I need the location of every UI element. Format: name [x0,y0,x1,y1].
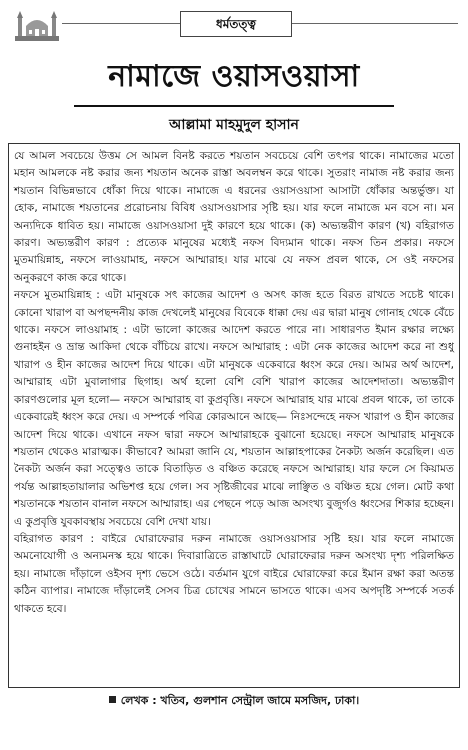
paragraph-intro: যে আমল সবচেয়ে উত্তম সে আমল বিনষ্ট করতে শয়তান সবচেয়ে বেশি তৎপর থাকে। নামাজের মতো মহান আমলকে নষ্ট করার জন্য শয়তান অনেক রাস্তা অবলম্বন করে থাকে। সুতরাং নামাজ নষ্ট করার জন্য শয়তান বিভিন্নভাবে ধোঁকা দিয়ে থাকে। নামাজে এ ধরনের ওয়াসওয়াসা আসাটা ধোঁকার অন্তর্ভুক্ত। যা হোক, নামাজে শয়তানের প্ররোচনায় বিবিধ ওয়াসওয়াসার সৃষ্টি হয়। যার ফলে নামাজে মন বসে না। মন অন্যদিকে ধাবিত হয়। নামাজে ওয়াসওয়াসা দুই কারণে হয়ে থাকে। (ক) অভ্যন্তরীণ কারণ (খ) বহিরাগত কারণ। অভ্যন্তরীণ কারণ : প্রত্যেক মানুষের মধ্যেই নফস বিদ্যমান থাকে। নফস তিন প্রকার। নফসে মুতমায়িন্নাহ, নফসে লাওয়ামাহ, নফসে আম্মারাহ। যার মাঝে যে নফস প্রবল থাকে, সে ওই নফসের অনুকরণে কাজ করে থাকে। [14,150,455,284]
byline-text: লেখক : খতিব, গুলশান সেন্ট্রাল জামে মসজিদ, ঢাকা। [120,694,360,707]
title-block [8,52,460,107]
paragraph-internal-causes: নফসে মুতমায়িন্নাহ : এটা মানুষকে সৎ কাজের আদেশ ও অসৎ কাজ হতে বিরত রাখতে সচেষ্ট থাকে। কোনো খারাপ বা অপছন্দনীয় কাজ দেখলেই মানুষের বিবেকে ধাক্কা দেয় এর দ্বারা মানুষ গোনাহ থেকে বেঁচে থাকে। নফসে লাওয়ামাহ : এটা ভালো কাজের আদেশ করতে পারে না। সাধারণত ইমান রক্ষার লক্ষ্যে গুনাহইন ও ভ্রান্ত আকিদা থেকে বাঁচিয়ে রাখে। নফসে আম্মারাহ : এটা নেক কাজের আদেশ করে না শুধু খারাপ ও হীন কাজের আদেশ দিয়ে থাকে। এটা মানুষকে একেবারে ধ্বংস করে দেয়। আমর অর্থ আদেশ, আম্মারাহ এটা মুবালাগার ছিগাহ। অর্থ হলো বেশি বেশি খারাপ কাজের আদেশদাতা। অভ্যন্তরীণ কারণগুলোর মূল হলো— নফসে আম্মারাহ বা কুপ্রবৃত্তি। নফসে আম্মারাহ যার মাঝে প্রবল থাকে, তা তাকে একেবারেই ধ্বংস করে দেয়। এ সম্পর্কে পবিত্র কোরআনে আছে— নিঃসন্দেহে নফস খারাপ ও হীন কাজের আদেশ দিয়ে থাকে। এখানে নফস দ্বারা নফসে আম্মারাহকে বুঝানো হয়েছে। নফসে আম্মারাহ মানুষকে শয়তান থেকেও মারাত্মক। কীভাবে? আমরা জানি যে, শয়তান আল্লাহপাকের নৈকট্য অর্জন করেছিল। এত নৈকট্য অর্জন করা সত্ত্বেও তাকে বিতাড়িত ও বঞ্চিত করেছে নফসে আম্মারাহ। যার ফলে সে কিয়ামত পর্যন্ত আল্লাহতায়ালার অভিশপ্ত হয়ে গেল। সব সৃষ্টিজীবের মাঝে লাঞ্ছিত ও বঞ্চিত হয়ে গেল। মোট কথা শয়তানকে শয়তান বানাল নফসে আম্মারাহ। এর পেছনে পড়ে আজ অসংখ্য বুজুর্গও ধ্বংসের শিকার হচ্ছেন। এ কুপ্রবৃত্তি যুবকাবস্থায় সবচেয়ে বেশি দেখা যায়। [14,289,454,528]
section-label: ধর্মতত্ত্ব [180,11,292,37]
bullet-square-icon [109,696,116,703]
author-byline [8,692,460,711]
mosque-icon [14,8,60,42]
article-author: আল্লামা মাহমুদুল হাসান [169,117,299,133]
paragraph-external-causes: বহিরাগত কারণ : বাইরে ঘোরাফেরার দরুন নামাজে ওয়াসওয়াসার সৃষ্টি হয়। যার ফলে নামাজে অমনোযোগী ও অন্যমনস্ক হয়ে থাকে। দিবারাত্রিতে রাস্তাঘাটে ঘোরাফেরার দরুন অসংখ্য দৃশ্য পরিলক্ষিত হয়। নামাজে দাঁড়ালে ওইসব দৃশ্য ভেসে ওঠে। বর্তমান যুগে বাইরে ঘোরাফেরা করে ইমান রক্ষা করা অতন্ত কঠিন ব্যাপার। নামাজে দাঁড়ালেই সেসব চিত্র চোখের সামনে ভাসতে থাকে। এসব অপদৃষ্টি সম্পর্কে সতর্ক থাকতে হবে। [14,532,454,615]
article-body [8,143,460,688]
article-title: নামাজে ওয়াসওয়াসা [108,59,360,94]
title-underline [74,105,394,107]
section-header [8,6,460,46]
